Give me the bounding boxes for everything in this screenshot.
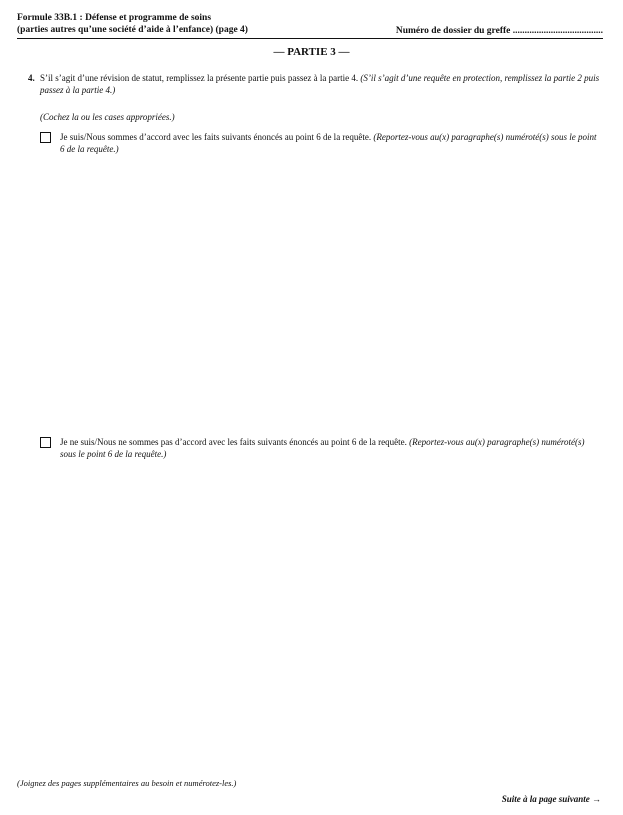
attach-pages-note: (Joignez des pages supplémentaires au besoin et numérotez-les.) [17,778,237,788]
right-arrow-icon: → [592,794,601,804]
option-disagree-note: (Reportez-vous au(x) paragraphe(s) numéroté(s) sous le point 6 de la requête.) [60,437,585,459]
agree-checkbox[interactable] [40,132,51,143]
option-disagree-text [60,436,600,460]
continue-next-page [502,794,601,804]
question-4 [28,72,603,96]
option-agree-label: Je suis/Nous sommes d’accord avec les faits suivants énoncés au point 6 de la requête. [60,132,372,142]
question-note: (S’il s’agit d’une requête en protection, remplissez la partie 2 puis passez à la partie 4.) [40,73,600,95]
option-agree [40,131,600,155]
option-disagree [40,436,600,460]
form-title-line1: Formule 33B.1 : Défense et programme de soins [17,13,212,23]
question-text [40,72,603,96]
question-main-text: S’il s’agit d’une révision de statut, remplissez la présente partie puis passez à la partie 4. [40,73,359,83]
form-title-line2: (parties autres qu’une société d’aide à l’enfance) (page 4) [17,25,248,35]
form-title [17,12,347,36]
continue-label: Suite à la page suivante [501,794,590,804]
part-title: — PARTIE 3 — [273,46,350,58]
option-disagree-label: Je ne suis/Nous ne sommes pas d’accord avec les faits suivants énoncés au point 6 de la requête. [60,437,407,447]
disagree-checkbox[interactable] [40,437,51,448]
file-number-label[interactable]: Numéro de dossier du greffe ...................................... [395,26,603,36]
option-agree-note: (Reportez-vous au(x) paragraphe(s) numéroté(s) sous le point 6 de la requête.) [60,132,597,154]
instruction-text: (Cochez la ou les cases appropriées.) [40,112,175,122]
option-agree-text [60,131,600,155]
header-divider [17,38,603,39]
question-number: 4. [28,73,35,83]
